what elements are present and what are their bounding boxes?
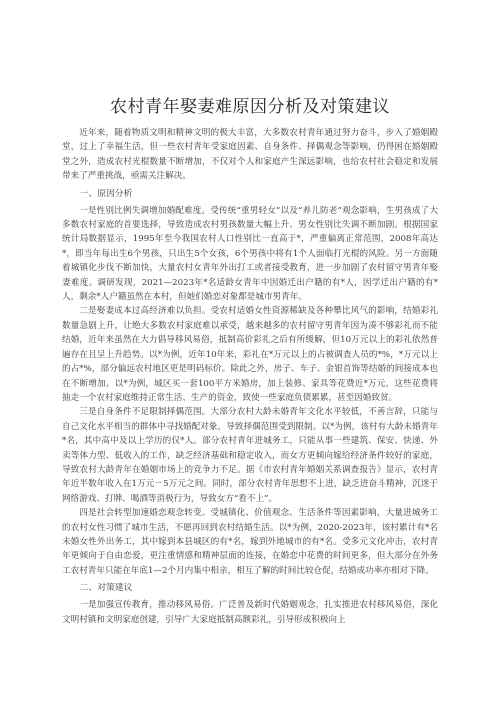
reason-paragraph-2: 二是娶妻成本过高经济难以负担。受农村适婚女性资源稀缺及各种攀比风气的影响，结婚彩礼数量急剧上升，让绝大多数农村家庭难以承受，越来越多的农村留守男青年因为凑不够彩礼而不能结婚，近年来虽然在大力倡导移风易俗，抵制高价彩礼之后有所缓解，但10万元以上的彩礼依然普遍存在且呈上升趋势。以*为例，近年10年来，彩礼在*万元以上的占被调查人员的*%，*万元以上的占*%，部分偏远农村地区更是明码标价。除此之外，房子、车子、金银首饰等结婚的间接成本也在不断增加。以*为例，城区买一套100平方米婚房，加上装修、家具等花费近*万元，这些花费将抽走一个农村家庭维持正常生活、生产的资金，致使一些家庭负债累累，甚至因婚致贫。 <box>62 306 438 403</box>
suggestion-paragraph-1: 一是加强宣传教育，推动移风易俗。广泛普及新时代婚姻观念，扎实推进农村移风易俗，深化文明村镇和文明家庭创建，引导广大家庭抵制高额彩礼，引导形成积极向上 <box>62 600 438 625</box>
document-body <box>62 126 438 627</box>
document-title: 农村青年娶妻难原因分析及对策建议 <box>110 97 390 117</box>
section-heading-suggestions: 二、对策建议 <box>79 583 133 594</box>
reason-paragraph-1: 一是性别比例失调增加婚配难度。受传统“重男轻女”以及“养儿防老”观念影响，生男孩成了大多数农村家庭的首要选择，导致造成农村男孩数量大幅上升、男女性别比失调不断加剧。根据国家统计局数据显示，1995年至今我国农村人口性别比一直高于*，严重偏离正常范围，2008年高达*，即当年每出生6个男孩，只出生5个女孩，6个男孩中将有1个人面临打光棍的风险。另一方面随着城镇化步伐不断加快，大量农村女青年外出打工或者接受教育，进一步加剧了农村留守男青年娶妻难度。调研发现，2021—2023年*名适龄女青年中因婚迁出户籍的有*人，因学迁出户籍的有*人，剩余*人户籍虽然在本村，但她们婚恋对象都是城市男青年。 <box>62 205 438 303</box>
reason-paragraph-4: 四是社会转型加速婚恋观念转变。受城镇化、价值观念、生活条件等因素影响，大量进城务工的农村女性习惯了城市生活，不愿再回到农村结婚生活。以*为例，2020-2023年，该村累计有*名未婚女性外出务工，其中嫁到本县城区的有*名，嫁到外地城市的有*名。受多元文化冲击，农村青年更倾向于自由恋爱，更注重情感和精神层面的连接，在婚恋中花费的时间更多，但大部分在外务工农村青年只能在年底1—2个月内集中相亲，相互了解的时间比较仓促，结婚成功率亦相对下降。 <box>62 508 438 576</box>
intro-paragraph: 近年来，随着物质文明和精神文明的极大丰富，大多数农村青年通过努力奋斗，步入了婚姻殿堂，过上了幸福生活，但一些农村青年受家庭因素、自身条件、择偶观念等影响，仍得困在婚姻殿堂之外，造成农村光棍数量不断增加，不仅对个人和家庭产生深远影响，也给农村社会稳定和发展带来了严重挑战，亟需关注解决。 <box>62 128 438 182</box>
section-heading-reasons: 一、原因分析 <box>79 188 133 199</box>
reason-paragraph-3: 三是自身条件不足限制择偶范围。大部分农村大龄未婚青年文化水平较低，不善言辞，只能与自己文化水平相当的群体中寻找婚配对象，导致择偶范围受到限制。以*为例，该村有大龄未婚青年*名，其中高中及以上学历的仅*人。部分农村青年进城务工，只能从事一些建筑、保安、快递、外卖等体力型、低收入的工作，缺乏经济基础和稳定收入，而女方更倾向嫁给经济条件较好的家庭，导致农村大龄青年在婚姻市场上的竞争力不足。据《市农村青年婚姻关系调查报告》显示，农村青年近半数年收入在1万元－5万元之间。同时，部分农村青年思想不上进，缺乏进奋斗精神，沉迷于网络游戏、打牌、喝酒等消极行为，导致女方“看不上”。 <box>62 407 438 504</box>
